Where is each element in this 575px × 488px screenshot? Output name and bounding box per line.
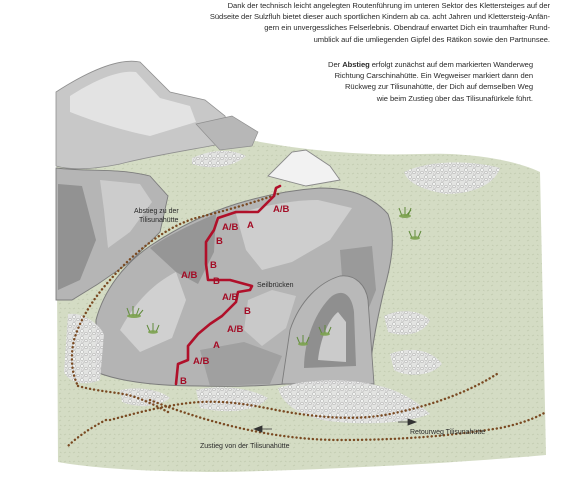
descent-line: wie beim Zustieg über das Tilisunafürkele führt. [376,93,533,103]
route-grade-label: A/B [273,204,290,215]
descent-line [290,59,533,70]
route-grade-label: A [213,340,220,351]
route-grade-label: A [247,220,254,231]
descent-prefix: Der [328,60,343,69]
route-grade-label: A/B [222,292,239,303]
intro-line: Dank der technisch leicht angelegten Routenführung im unteren Sektor des Klettersteiges auf der [227,1,550,10]
route-grade-label: A/B [193,356,210,367]
descent-line: Richtung Carschinahütte. Ein Wegweiser markiert dann den [334,71,533,81]
intro-line: umblick auf die umliegenden Gipfel des Rätikon sowie den Partnunsee. [313,34,550,44]
route-grade-label: B [210,260,217,271]
descent-line: Rückweg zur Tilisunahütte, der Dich auf demselben Weg [345,82,533,92]
label-approach: Zustieg von der Tilisunahütte [200,443,290,450]
route-grade-label: B [244,306,251,317]
label-bridge: Seilbrücken [257,282,294,289]
descent-text [290,59,533,104]
route-grade-label: A/B [181,270,198,281]
label-descent-path-2: Tilisunahütte [139,217,179,224]
route-grade-label: B [216,236,223,247]
route-grade-label: A/B [222,222,239,233]
route-grade-label: A/B [227,324,244,335]
route-grade-label: B [180,376,187,387]
intro-text [150,0,550,45]
label-descent-path: Abstieg zu der [134,208,179,215]
descent-keyword: Abstieg [342,60,370,69]
intro-line: Südseite der Sulzfluh bietet dieser auch sportlichen Kindern ab ca. acht Jahren und Klettersteig-Anfän- [209,12,550,22]
label-return: Retourweg Tilisunahütte [410,429,486,436]
route-grade-label: B [213,276,220,287]
descent-line-rest: erfolgt zunächst auf dem markierten Wanderweg [369,60,533,69]
intro-line: gern ein unvergessliches Felserlebnis. Obendrauf erwartet Dich ein traumhafter Rund- [264,23,550,33]
